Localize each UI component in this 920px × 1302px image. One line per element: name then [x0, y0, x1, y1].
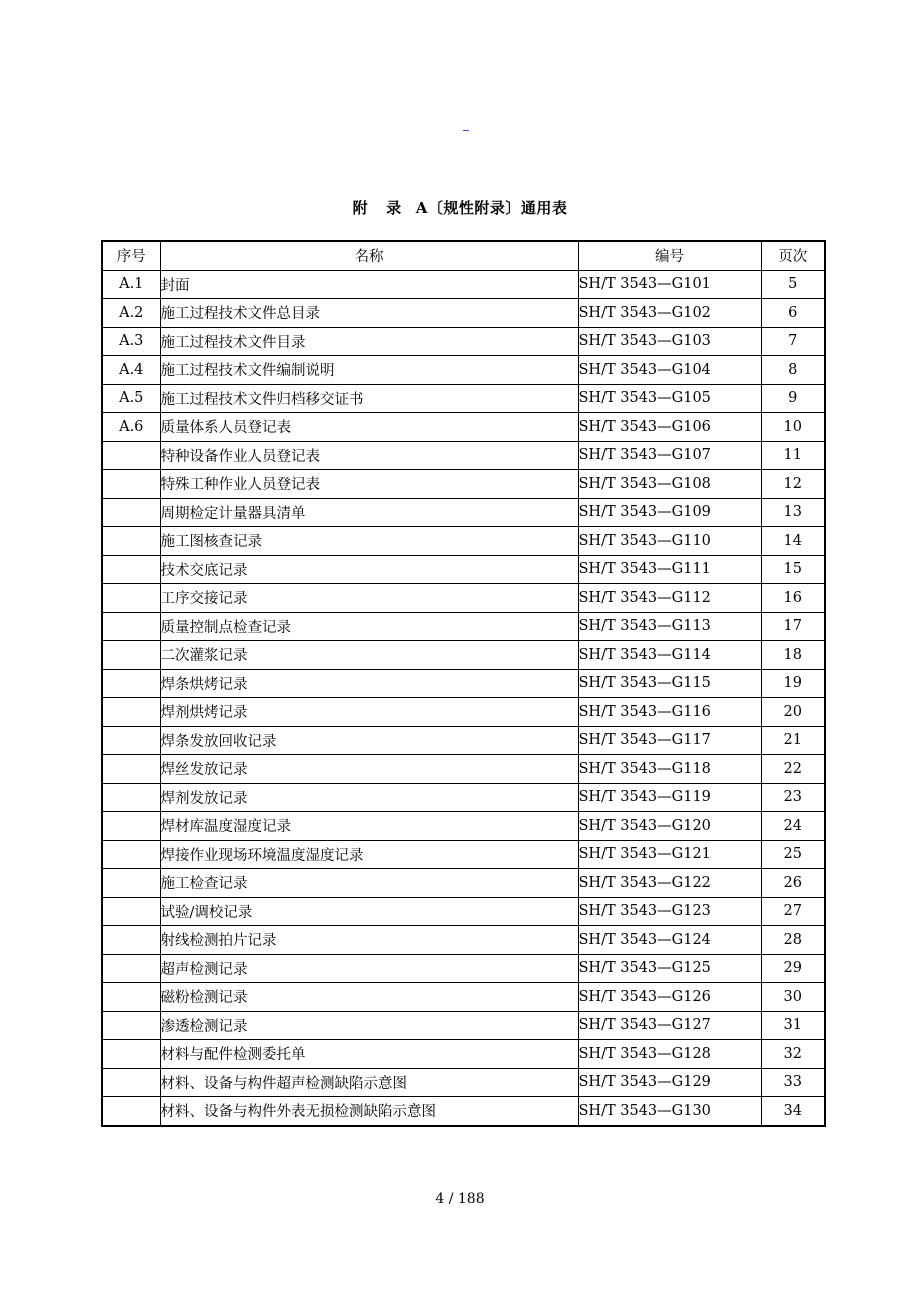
cell-page: 33	[761, 1068, 825, 1097]
cell-code: SH/T 3543—G109	[578, 498, 761, 527]
cell-seq	[102, 1068, 160, 1097]
cell-code: SH/T 3543—G108	[578, 470, 761, 499]
cell-seq	[102, 555, 160, 584]
cell-code: SH/T 3543—G119	[578, 783, 761, 812]
cell-seq: A.3	[102, 327, 160, 356]
cell-name: 施工过程技术文件目录	[160, 327, 578, 356]
cell-seq: A.6	[102, 413, 160, 442]
table-row	[102, 1040, 825, 1069]
header-code: 编号	[578, 241, 761, 270]
cell-seq	[102, 812, 160, 841]
table-row	[102, 441, 825, 470]
table-row	[102, 812, 825, 841]
cell-page: 18	[761, 641, 825, 670]
cell-name: 焊丝发放记录	[160, 755, 578, 784]
table-row	[102, 698, 825, 727]
cell-seq	[102, 698, 160, 727]
cell-code: SH/T 3543—G122	[578, 869, 761, 898]
appendix-table	[101, 240, 826, 1127]
cell-seq	[102, 755, 160, 784]
cell-code: SH/T 3543—G123	[578, 897, 761, 926]
cell-code: SH/T 3543—G129	[578, 1068, 761, 1097]
cell-code: SH/T 3543—G114	[578, 641, 761, 670]
cell-seq	[102, 584, 160, 613]
cell-seq: A.2	[102, 299, 160, 328]
title-part-3: A〔规性附录〕通用表	[415, 199, 568, 217]
cell-page: 16	[761, 584, 825, 613]
cell-page: 32	[761, 1040, 825, 1069]
cell-seq	[102, 669, 160, 698]
cell-code: SH/T 3543—G104	[578, 356, 761, 385]
table-row	[102, 897, 825, 926]
cell-page: 29	[761, 954, 825, 983]
cell-page: 31	[761, 1011, 825, 1040]
table-row	[102, 555, 825, 584]
cell-seq	[102, 1040, 160, 1069]
cell-page: 15	[761, 555, 825, 584]
cell-code: SH/T 3543—G110	[578, 527, 761, 556]
table-row	[102, 584, 825, 613]
cell-page: 5	[761, 270, 825, 299]
table-row	[102, 869, 825, 898]
cell-name: 施工过程技术文件总目录	[160, 299, 578, 328]
cell-seq	[102, 783, 160, 812]
cell-name: 工序交接记录	[160, 584, 578, 613]
table-row	[102, 470, 825, 499]
top-mark	[463, 130, 469, 131]
cell-code: SH/T 3543—G130	[578, 1097, 761, 1126]
cell-page: 30	[761, 983, 825, 1012]
table-row	[102, 1097, 825, 1126]
cell-page: 20	[761, 698, 825, 727]
table-row	[102, 954, 825, 983]
cell-name: 施工检查记录	[160, 869, 578, 898]
cell-code: SH/T 3543—G111	[578, 555, 761, 584]
cell-seq	[102, 983, 160, 1012]
cell-seq	[102, 498, 160, 527]
cell-name: 材料、设备与构件外表无损检测缺陷示意图	[160, 1097, 578, 1126]
cell-page: 13	[761, 498, 825, 527]
cell-name: 焊剂烘烤记录	[160, 698, 578, 727]
cell-name: 材料与配件检测委托单	[160, 1040, 578, 1069]
cell-code: SH/T 3543—G105	[578, 384, 761, 413]
table-row	[102, 840, 825, 869]
cell-code: SH/T 3543—G116	[578, 698, 761, 727]
table-row	[102, 726, 825, 755]
table-row	[102, 755, 825, 784]
table-row	[102, 327, 825, 356]
cell-page: 26	[761, 869, 825, 898]
cell-code: SH/T 3543—G124	[578, 926, 761, 955]
cell-name: 施工过程技术文件归档移交证书	[160, 384, 578, 413]
cell-name: 焊剂发放记录	[160, 783, 578, 812]
page-title	[0, 197, 920, 218]
cell-code: SH/T 3543—G103	[578, 327, 761, 356]
cell-seq	[102, 897, 160, 926]
table-row	[102, 356, 825, 385]
cell-name: 焊条烘烤记录	[160, 669, 578, 698]
cell-code: SH/T 3543—G126	[578, 983, 761, 1012]
table-row	[102, 413, 825, 442]
cell-name: 射线检测拍片记录	[160, 926, 578, 955]
table-row	[102, 270, 825, 299]
cell-name: 封面	[160, 270, 578, 299]
cell-code: SH/T 3543—G115	[578, 669, 761, 698]
cell-seq	[102, 470, 160, 499]
cell-seq	[102, 612, 160, 641]
cell-name: 周期检定计量器具清单	[160, 498, 578, 527]
table-row	[102, 641, 825, 670]
cell-code: SH/T 3543—G127	[578, 1011, 761, 1040]
table-row	[102, 783, 825, 812]
cell-name: 渗透检测记录	[160, 1011, 578, 1040]
cell-code: SH/T 3543—G117	[578, 726, 761, 755]
cell-page: 12	[761, 470, 825, 499]
cell-page: 17	[761, 612, 825, 641]
table-row	[102, 669, 825, 698]
cell-page: 23	[761, 783, 825, 812]
cell-name: 焊接作业现场环境温度湿度记录	[160, 840, 578, 869]
cell-seq	[102, 1097, 160, 1126]
table-row	[102, 926, 825, 955]
cell-seq	[102, 726, 160, 755]
cell-page: 14	[761, 527, 825, 556]
cell-page: 8	[761, 356, 825, 385]
cell-page: 6	[761, 299, 825, 328]
table-row	[102, 299, 825, 328]
title-part-2: 录	[386, 199, 402, 217]
cell-seq: A.1	[102, 270, 160, 299]
title-part-1: 附	[352, 199, 369, 217]
cell-page: 34	[761, 1097, 825, 1126]
cell-name: 技术交底记录	[160, 555, 578, 584]
cell-seq	[102, 926, 160, 955]
page-number: 4 / 188	[435, 1191, 485, 1207]
table-header-row	[102, 241, 825, 270]
header-seq: 序号	[102, 241, 160, 270]
cell-code: SH/T 3543—G106	[578, 413, 761, 442]
header-name: 名称	[160, 241, 578, 270]
cell-name: 磁粉检测记录	[160, 983, 578, 1012]
table-row	[102, 1011, 825, 1040]
cell-page: 19	[761, 669, 825, 698]
cell-name: 施工图核查记录	[160, 527, 578, 556]
cell-seq: A.5	[102, 384, 160, 413]
table-row	[102, 527, 825, 556]
cell-seq	[102, 441, 160, 470]
cell-name: 质量体系人员登记表	[160, 413, 578, 442]
cell-seq	[102, 869, 160, 898]
cell-name: 二次灌浆记录	[160, 641, 578, 670]
cell-name: 特殊工种作业人员登记表	[160, 470, 578, 499]
cell-page: 10	[761, 413, 825, 442]
cell-name: 特种设备作业人员登记表	[160, 441, 578, 470]
cell-seq: A.4	[102, 356, 160, 385]
table-row	[102, 498, 825, 527]
cell-name: 质量控制点检查记录	[160, 612, 578, 641]
cell-page: 9	[761, 384, 825, 413]
cell-code: SH/T 3543—G128	[578, 1040, 761, 1069]
cell-code: SH/T 3543—G120	[578, 812, 761, 841]
cell-code: SH/T 3543—G125	[578, 954, 761, 983]
table-body	[102, 270, 825, 1126]
cell-seq	[102, 527, 160, 556]
cell-page: 21	[761, 726, 825, 755]
cell-name: 超声检测记录	[160, 954, 578, 983]
cell-seq	[102, 641, 160, 670]
cell-code: SH/T 3543—G107	[578, 441, 761, 470]
cell-seq	[102, 954, 160, 983]
cell-name: 施工过程技术文件编制说明	[160, 356, 578, 385]
header-page: 页次	[761, 241, 825, 270]
cell-code: SH/T 3543—G102	[578, 299, 761, 328]
table-row	[102, 384, 825, 413]
cell-page: 11	[761, 441, 825, 470]
cell-name: 试验/调校记录	[160, 897, 578, 926]
cell-seq	[102, 840, 160, 869]
cell-page: 28	[761, 926, 825, 955]
cell-code: SH/T 3543—G101	[578, 270, 761, 299]
cell-page: 27	[761, 897, 825, 926]
cell-seq	[102, 1011, 160, 1040]
cell-code: SH/T 3543—G113	[578, 612, 761, 641]
cell-name: 焊条发放回收记录	[160, 726, 578, 755]
table-row	[102, 1068, 825, 1097]
cell-name: 材料、设备与构件超声检测缺陷示意图	[160, 1068, 578, 1097]
cell-page: 7	[761, 327, 825, 356]
cell-page: 25	[761, 840, 825, 869]
cell-code: SH/T 3543—G112	[578, 584, 761, 613]
cell-name: 焊材库温度湿度记录	[160, 812, 578, 841]
cell-page: 24	[761, 812, 825, 841]
cell-code: SH/T 3543—G121	[578, 840, 761, 869]
cell-page: 22	[761, 755, 825, 784]
cell-code: SH/T 3543—G118	[578, 755, 761, 784]
table-row	[102, 983, 825, 1012]
table-row	[102, 612, 825, 641]
